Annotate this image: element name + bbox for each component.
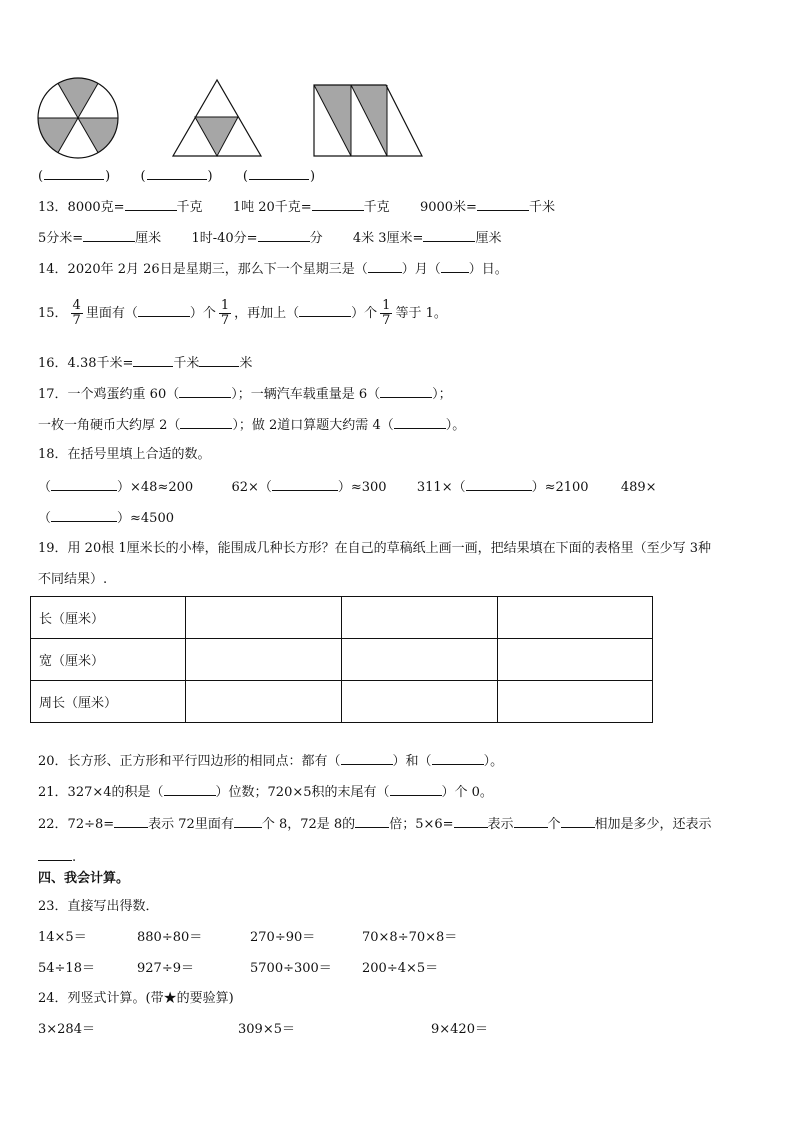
table-cell[interactable] bbox=[186, 639, 342, 681]
q19-table bbox=[30, 596, 653, 723]
circle-sector-shaded-lower-right bbox=[78, 118, 118, 153]
table-row bbox=[31, 639, 653, 681]
answer-blank[interactable] bbox=[164, 782, 216, 796]
q20: 20．长方形、正方形和平行四边形的相同点：都有（ ）和（ ）。 bbox=[38, 751, 503, 771]
answer-blank[interactable] bbox=[390, 782, 442, 796]
figure-blank-1[interactable]: ( ) bbox=[38, 166, 110, 186]
answer-blank[interactable] bbox=[125, 197, 177, 211]
q13-text: 13．8000克= bbox=[38, 200, 125, 215]
table-cell[interactable] bbox=[186, 597, 342, 639]
answer-blank[interactable] bbox=[133, 353, 173, 367]
figure-answer-row bbox=[38, 166, 315, 186]
q22-row2: . bbox=[38, 847, 76, 867]
answer-blank[interactable] bbox=[138, 303, 190, 317]
answer-blank[interactable] bbox=[312, 197, 364, 211]
figure-blank-2[interactable]: ( ) bbox=[140, 166, 212, 186]
answer-blank[interactable] bbox=[514, 814, 548, 828]
q13-row2: 5分米= 厘米 1时-40分= 分 4米 3厘米= 厘米 bbox=[38, 228, 501, 248]
answer-blank[interactable] bbox=[454, 814, 488, 828]
table-cell[interactable] bbox=[186, 681, 342, 723]
answer-blank[interactable] bbox=[432, 751, 484, 765]
answer-blank[interactable] bbox=[83, 228, 135, 242]
q22-row1: 22．72÷8= 表示 72里面有 个 8，72是 8的 倍；5×6= 表示 个 相加是多少，还表示 bbox=[38, 814, 712, 834]
fraction-figures bbox=[0, 0, 794, 165]
table-cell[interactable] bbox=[498, 639, 653, 681]
q13-row1: 13．8000克= 千克 1吨 20千克= 千克 9000米= 千米 bbox=[38, 197, 555, 217]
answer-blank[interactable] bbox=[423, 228, 475, 242]
answer-blank[interactable] bbox=[51, 508, 117, 522]
table-cell[interactable] bbox=[342, 681, 498, 723]
answer-blank[interactable] bbox=[180, 415, 232, 429]
fraction-1-7: $\frac{1}{7}$ bbox=[220, 298, 230, 328]
row-header-length: 长（厘米） bbox=[31, 597, 186, 639]
fraction-4-7: $\frac{4}{7}$ bbox=[72, 298, 81, 328]
answer-blank[interactable] bbox=[477, 197, 529, 211]
answer-blank[interactable] bbox=[394, 415, 446, 429]
table-row bbox=[31, 681, 653, 723]
table-cell[interactable] bbox=[498, 597, 653, 639]
circle-figure bbox=[38, 78, 118, 158]
q24-row: 3×284＝ 309×5＝ 9×420＝ bbox=[38, 1022, 488, 1037]
q23-row1: 14×5＝ 880÷80＝ 270÷90＝ 70×8÷70×8＝ bbox=[38, 930, 458, 945]
answer-blank[interactable] bbox=[51, 477, 117, 491]
q18-title: 18．在括号里填上合适的数。 bbox=[38, 447, 211, 462]
q23-title: 23．直接写出得数． bbox=[38, 899, 159, 914]
figure-blank-3[interactable]: ( ) bbox=[243, 166, 315, 186]
answer-blank[interactable] bbox=[355, 814, 389, 828]
section-heading: 四、我会计算。 bbox=[38, 871, 130, 886]
table-row bbox=[31, 597, 653, 639]
answer-blank[interactable] bbox=[341, 751, 393, 765]
fraction-1-7: $\frac{1}{7}$ bbox=[382, 298, 391, 328]
table-cell[interactable] bbox=[342, 597, 498, 639]
row-header-width: 宽（厘米） bbox=[31, 639, 186, 681]
answer-blank[interactable] bbox=[234, 814, 262, 828]
answer-blank[interactable] bbox=[258, 228, 310, 242]
answer-blank[interactable] bbox=[38, 847, 72, 861]
q19-text-1: 19．用 20根 1厘米长的小棒，能围成几种长方形？在自己的草稿纸上画一画，把结果填在下面的表格里（至少写 3种 bbox=[38, 541, 712, 556]
q17-row2: 一枚一角硬币大约厚 2（ ）；做 2道口算题大约需 4（ ）。 bbox=[38, 415, 465, 435]
q17-row1: 17．一个鸡蛋约重 60（ ）；一辆汽车载重量是 6（ ）； bbox=[38, 384, 452, 404]
triangle-center-shaded bbox=[195, 117, 238, 155]
q18-row2: （ ）≈4500 bbox=[38, 508, 174, 528]
q23-row2: 54÷18＝ 927÷9＝ 5700÷300＝ 200÷4×5＝ bbox=[38, 961, 439, 976]
q15: 15． $\frac{4}{7}$ 里面有（ ）个 $\frac{1}{7}$ ，再加上（ ）个 $\frac{1}{7}$ 等于 1。 bbox=[38, 298, 447, 328]
answer-blank[interactable] bbox=[441, 259, 469, 273]
answer-blank[interactable] bbox=[466, 477, 532, 491]
q16: 16．4.38千米= 千米 米 bbox=[38, 353, 252, 373]
table-cell[interactable] bbox=[498, 681, 653, 723]
q18-row1: （ ）×48≈200 62×（ ）≈300 311×（ ）≈2100 489× bbox=[38, 477, 657, 497]
parallelogram-figure bbox=[314, 85, 422, 156]
row-header-perimeter: 周长（厘米） bbox=[31, 681, 186, 723]
answer-blank[interactable] bbox=[368, 259, 402, 273]
answer-blank[interactable] bbox=[199, 353, 239, 367]
q21: 21．327×4的积是（ ）位数；720×5积的末尾有（ ）个 0。 bbox=[38, 782, 493, 802]
triangle-figure bbox=[173, 80, 261, 156]
answer-blank[interactable] bbox=[114, 814, 148, 828]
answer-blank[interactable] bbox=[272, 477, 338, 491]
q19-text-2: 不同结果）. bbox=[38, 572, 108, 587]
circle-sector-shaded-lower-left bbox=[38, 118, 78, 153]
answer-blank[interactable] bbox=[561, 814, 595, 828]
answer-blank[interactable] bbox=[380, 384, 432, 398]
table-cell[interactable] bbox=[342, 639, 498, 681]
q14: 14．2020年 2月 26日是星期三，那么下一个星期三是（ ）月（ ）日。 bbox=[38, 259, 508, 279]
answer-blank[interactable] bbox=[299, 303, 351, 317]
answer-blank[interactable] bbox=[179, 384, 231, 398]
q24-title: 24．列竖式计算。(带★的要验算) bbox=[38, 991, 234, 1006]
